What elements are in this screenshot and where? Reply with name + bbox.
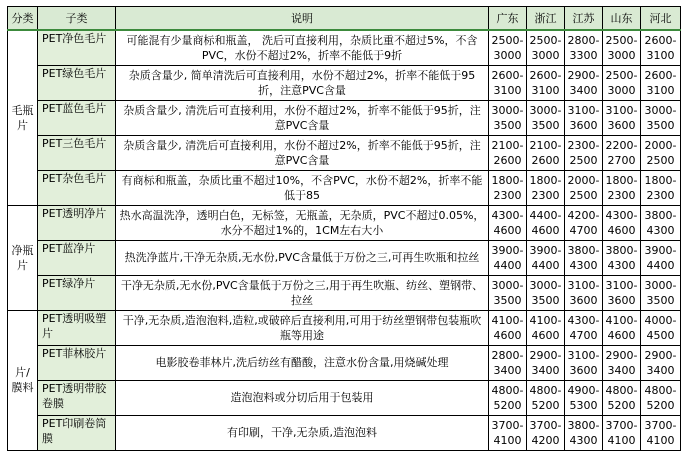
table-row [8, 100, 681, 135]
price-hebei: 3700-4100 [641, 415, 681, 450]
price-zhejiang: 3000-3500 [527, 100, 565, 135]
price-shandong: 2500-3000 [603, 65, 641, 100]
price-hebei: 3800-4300 [641, 205, 681, 240]
subcategory-cell: PET净色毛片 [38, 30, 116, 65]
price-zhejiang: 3000-3500 [527, 275, 565, 310]
subcategory-cell: PET透明带胶卷膜 [38, 380, 116, 415]
price-jiangsu: 2300-2500 [565, 135, 603, 170]
table-row [8, 380, 681, 415]
price-guangdong: 3000-3500 [489, 275, 527, 310]
price-hebei: 3000-3500 [641, 100, 681, 135]
description-cell: 杂质含量少, 简单清洗后可直接利用，水份不超过2%，折率不能低于95折，注意PVC含量 [116, 65, 489, 100]
description-cell: 热洗净蓝片,干净无杂质,无水份,PVC含量低于万份之三,可再生吹瓶和拉丝 [116, 240, 489, 275]
subcategory-cell: PET蓝色毛片 [38, 100, 116, 135]
description-cell: 热水高温洗净，透明白色，无标签，无瓶盖，无杂质，PVC不超过0.05%，水分不超过1%的，1CM左右大小 [116, 205, 489, 240]
price-zhejiang: 2900-3400 [527, 345, 565, 380]
price-guangdong: 2600-3100 [489, 65, 527, 100]
price-shandong: 3800-4300 [603, 240, 641, 275]
description-cell: 有印刷，干净,无杂质,造泡泡料 [116, 415, 489, 450]
price-hebei: 4800-5200 [641, 380, 681, 415]
category-cell: 毛瓶片 [8, 30, 38, 205]
description-cell: 干净,无杂质,造泡泡料,造粒,或破碎后直接利用,可用于纺丝塑钢带包装瓶吹瓶等用途 [116, 310, 489, 345]
price-jiangsu: 3800-4300 [565, 415, 603, 450]
subcategory-cell: PET杂色毛片 [38, 170, 116, 205]
price-zhejiang: 2600-3100 [527, 65, 565, 100]
price-jiangsu: 2900-3400 [565, 65, 603, 100]
price-shandong: 3100-3600 [603, 100, 641, 135]
description-cell: 杂质含量少, 清洗后可直接利用，水份不超过2%，折率不能低于95折，注意PVC含量 [116, 135, 489, 170]
price-zhejiang: 3900-4400 [527, 240, 565, 275]
price-shandong: 1800-2300 [603, 170, 641, 205]
table-row [8, 310, 681, 345]
price-guangdong: 2800-3400 [489, 345, 527, 380]
price-zhejiang: 2100-2600 [527, 135, 565, 170]
header-row [8, 7, 681, 31]
price-jiangsu: 4200-4700 [565, 205, 603, 240]
header-hebei: 河北 [641, 7, 681, 31]
subcategory-cell: PET绿净片 [38, 275, 116, 310]
price-guangdong: 3900-4400 [489, 240, 527, 275]
price-jiangsu: 4300-4700 [565, 310, 603, 345]
header-subcategory: 子类 [38, 7, 116, 31]
price-jiangsu: 4900-5300 [565, 380, 603, 415]
description-cell: 电影胶卷菲林片,洗后纺丝有醋酸，注意水份含量,用烧碱处理 [116, 345, 489, 380]
header-description: 说明 [116, 7, 489, 31]
price-zhejiang: 2500-3000 [527, 30, 565, 65]
table-row [8, 275, 681, 310]
price-guangdong: 3000-3500 [489, 100, 527, 135]
price-hebei: 2600-3100 [641, 65, 681, 100]
price-hebei: 3900-4400 [641, 240, 681, 275]
header-shandong: 山东 [603, 7, 641, 31]
price-guangdong: 1800-2300 [489, 170, 527, 205]
price-shandong: 2200-2700 [603, 135, 641, 170]
price-hebei: 1800-2300 [641, 170, 681, 205]
price-jiangsu: 3100-3600 [565, 345, 603, 380]
price-zhejiang: 1800-2300 [527, 170, 565, 205]
price-jiangsu: 2800-3300 [565, 30, 603, 65]
description-cell: 干净无杂质,无水份,PVC含量低于万份之三,用于再生吹瓶、纺丝、塑钢带、拉丝 [116, 275, 489, 310]
subcategory-cell: PET透明吸塑片 [38, 310, 116, 345]
price-zhejiang: 4400-4600 [527, 205, 565, 240]
price-guangdong: 4800-5200 [489, 380, 527, 415]
header-category: 分类 [8, 7, 38, 31]
price-guangdong: 2500-3000 [489, 30, 527, 65]
description-cell: 造泡泡料或分切后用于包装用 [116, 380, 489, 415]
table-row [8, 30, 681, 65]
table-row [8, 345, 681, 380]
price-guangdong: 4100-4600 [489, 310, 527, 345]
price-jiangsu: 2000-2500 [565, 170, 603, 205]
header-guangdong: 广东 [489, 7, 527, 31]
price-table [7, 6, 681, 451]
table-row [8, 240, 681, 275]
price-hebei: 2900-3400 [641, 345, 681, 380]
price-shandong: 4300-4600 [603, 205, 641, 240]
price-shandong: 3100-3600 [603, 275, 641, 310]
description-cell: 杂质含量少, 清洗后可直接利用，水份不超过2%，折率不能低于95折，注意PVC含量 [116, 100, 489, 135]
price-shandong: 4800-5200 [603, 380, 641, 415]
subcategory-cell: PET印刷卷筒膜 [38, 415, 116, 450]
price-jiangsu: 3100-3600 [565, 100, 603, 135]
table-row [8, 415, 681, 450]
table-row [8, 65, 681, 100]
price-hebei: 2600-3100 [641, 30, 681, 65]
table-row [8, 170, 681, 205]
price-shandong: 2900-3400 [603, 345, 641, 380]
price-guangdong: 3700-4100 [489, 415, 527, 450]
price-guangdong: 4300-4600 [489, 205, 527, 240]
header-jiangsu: 江苏 [565, 7, 603, 31]
description-cell: 可能混有少量商标和瓶盖， 洗后可直接利用，杂质比重不超过5%，不含PVC，水份不超过2%，折率不能低于9折 [116, 30, 489, 65]
price-hebei: 4000-4500 [641, 310, 681, 345]
subcategory-cell: PET蓝净片 [38, 240, 116, 275]
price-shandong: 4100-4600 [603, 310, 641, 345]
price-jiangsu: 3800-4300 [565, 240, 603, 275]
price-hebei: 2000-2500 [641, 135, 681, 170]
category-cell: 片/膜料 [8, 310, 38, 450]
price-hebei: 3000-3500 [641, 275, 681, 310]
table-row [8, 135, 681, 170]
price-zhejiang: 3700-4200 [527, 415, 565, 450]
subcategory-cell: PET绿色毛片 [38, 65, 116, 100]
table-row [8, 205, 681, 240]
subcategory-cell: PET三色毛片 [38, 135, 116, 170]
price-guangdong: 2100-2600 [489, 135, 527, 170]
price-shandong: 2500-3000 [603, 30, 641, 65]
price-zhejiang: 4800-5200 [527, 380, 565, 415]
category-cell: 净瓶片 [8, 205, 38, 310]
description-cell: 有商标和瓶盖，杂质比重不超过10%，不含PVC，水份不超2%，折率不能低于85 [116, 170, 489, 205]
header-zhejiang: 浙江 [527, 7, 565, 31]
price-jiangsu: 3100-3600 [565, 275, 603, 310]
subcategory-cell: PET菲林胶片 [38, 345, 116, 380]
price-shandong: 3700-4100 [603, 415, 641, 450]
subcategory-cell: PET透明净片 [38, 205, 116, 240]
price-zhejiang: 4100-4600 [527, 310, 565, 345]
